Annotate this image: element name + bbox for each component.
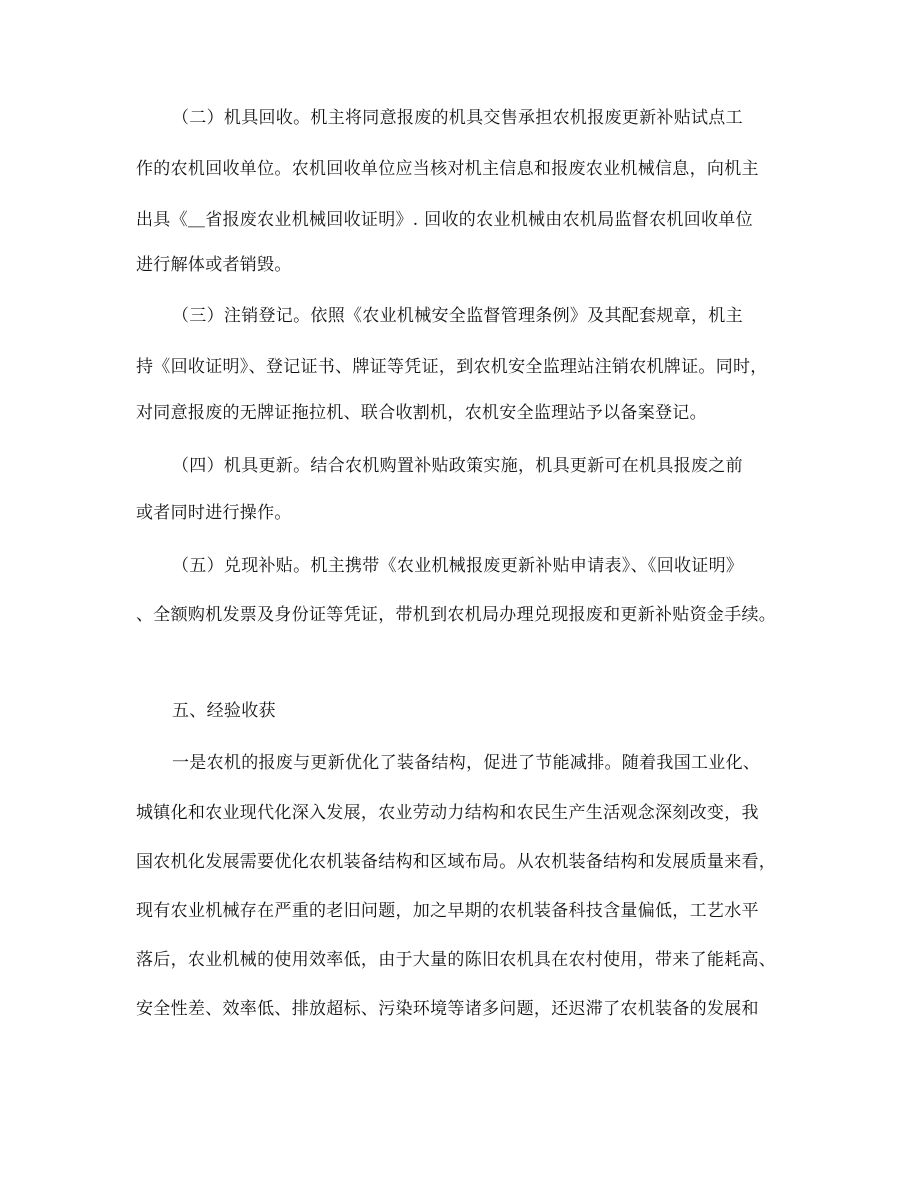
para-5-line-1: （五）兑现补贴。机主携带《农业机械报废更新补贴申请表》、《回收证明》 (172, 556, 744, 576)
para-6-line-3: 国农机化发展需要优化农机装备结构和区域布局。从农机装备结构和发展质量来看， (136, 852, 777, 872)
para-2-line-4: 进行解体或者销毁。 (136, 255, 292, 275)
para-3-line-2: 持《回收证明》、登记证书、牌证等凭证，到农机安全监理站注销农机牌证。同时， (136, 357, 768, 377)
para-3-line-3: 对同意报废的无牌证拖拉机、联合收割机，农机安全监理站予以备案登记。 (136, 403, 707, 423)
para-4-line-2: 或者同时进行操作。 (136, 503, 292, 523)
para-3-line-1: （三）注销登记。依照《农业机械安全监督管理条例》及其配套规章，机主 (172, 306, 743, 326)
para-4-line-1: （四）机具更新。结合农机购置补贴政策实施，机具更新可在机具报废之前 (172, 456, 743, 476)
para-6-line-2: 城镇化和农业现代化深入发展，农业劳动力结构和农民生产生活观念深刻改变，我 (136, 803, 759, 823)
para-6-line-1: 一是农机的报废与更新优化了装备结构，促进了节能减排。随着我国工业化、 (172, 753, 761, 773)
para-6-line-4: 现有农业机械存在严重的老旧问题，加之早期的农机装备科技含量偏低，工艺水平 (136, 901, 759, 921)
para-5-line-2: 、全额购机发票及身份证等凭证，带机到农机局办理兑现报废和更新补贴资金手续。 (136, 605, 777, 625)
para-2-line-1: （二）机具回收。机主将同意报废的机具交售承担农机报废更新补贴试点工 (172, 108, 743, 128)
para-6-line-5: 落后，农业机械的使用效率低，由于大量的陈旧农机具在农村使用，带来了能耗高、 (136, 950, 777, 970)
para-2-line-2: 作的农机回收单位。农机回收单位应当核对机主信息和报废农业机械信息，向机主 (136, 159, 759, 179)
section-heading: 五、经验收获 (172, 701, 276, 721)
para-6-line-6: 安全性差、效率低、排放超标、污染环境等诸多问题，还迟滞了农机装备的发展和 (136, 999, 759, 1019)
para-2-line-3: 出具《＿省报废农业机械回收证明》. 回收的农业机械由农机局监督农机回收单位 (136, 210, 753, 230)
